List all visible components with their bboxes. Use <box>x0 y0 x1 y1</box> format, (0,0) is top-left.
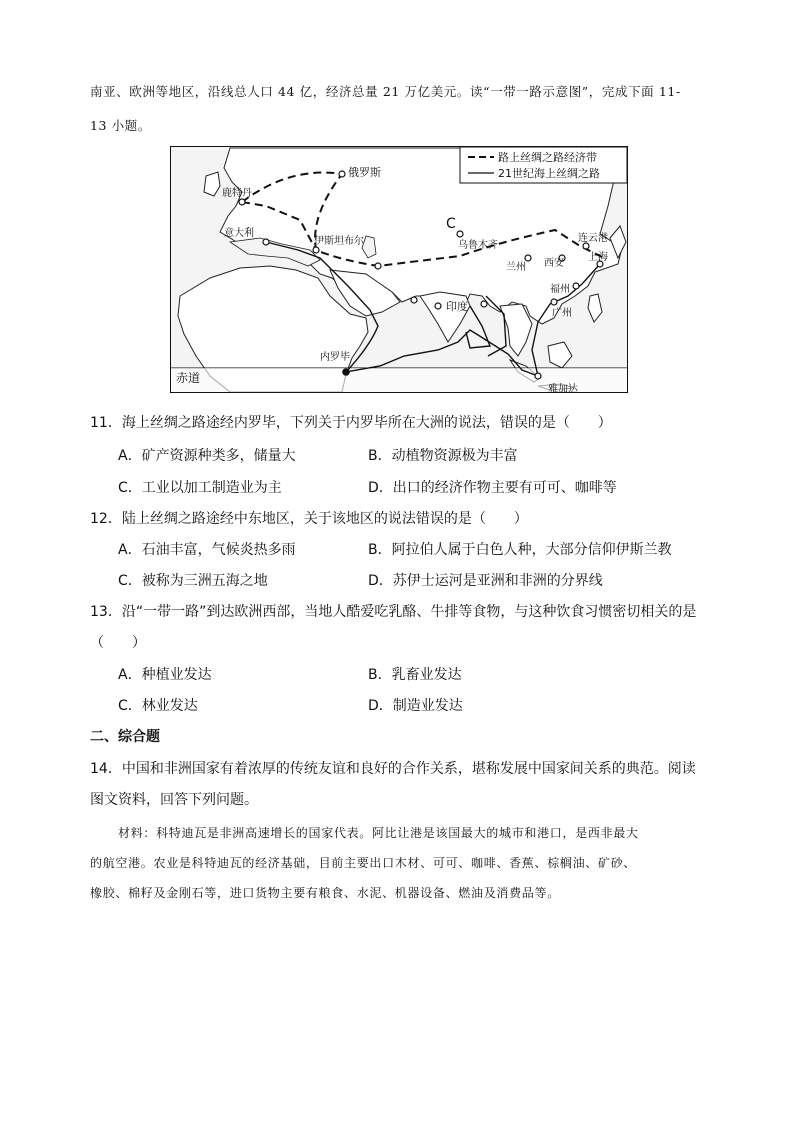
question-12-option-a[interactable]: A．石油丰富，气候炎热多雨 <box>118 542 296 558</box>
label-nairobi: 内罗毕 <box>320 352 350 363</box>
belt-and-road-map <box>170 146 628 393</box>
material-line-3: 橡胶、棉籽及金刚石等，进口货物主要有粮食、水泥、机器设备、燃油及消费品等。 <box>90 886 560 900</box>
label-italy: 意大利 <box>224 228 254 239</box>
legend-land-label: 路上丝绸之路经济带 <box>498 151 597 164</box>
marker-russia <box>339 171 345 177</box>
label-guangzhou: 广州 <box>552 308 572 319</box>
marker-jakarta <box>535 373 541 379</box>
question-11-option-b[interactable]: B．动植物资源极为丰富 <box>368 448 518 464</box>
label-c: C <box>446 216 456 232</box>
legend-sea-label: 21世纪海上丝绸之路 <box>498 167 600 180</box>
question-13-stem-cont: （ ） <box>90 635 146 651</box>
label-fuzhou: 福州 <box>550 284 570 295</box>
marker-india-3 <box>481 301 487 307</box>
question-13-option-a[interactable]: A．种植业发达 <box>118 667 212 683</box>
marker-istanbul <box>313 247 319 253</box>
question-12-stem: 12．陆上丝绸之路途经中东地区，关于该地区的说法错误的是（ ） <box>90 511 528 527</box>
question-13-stem: 13．沿“一带一路”到达欧洲西部，当地人酷爱吃乳酪、牛排等食物，与这种饮食习惯密切相关的是 <box>90 604 697 620</box>
intro-line-2: 13 小题。 <box>90 118 151 133</box>
question-12-option-b[interactable]: B．阿拉伯人属于白色人种，大部分信仰伊斯兰教 <box>368 542 672 558</box>
marker-urumqi <box>457 231 463 237</box>
material-line-2: 的航空港。农业是科特迪瓦的经济基础，目前主要出口木材、可可、咖啡、香蕉、棕榈油、矿砂、 <box>90 856 637 870</box>
label-russia: 俄罗斯 <box>348 166 381 179</box>
label-istanbul: 伊斯坦布尔 <box>314 236 364 247</box>
question-11-option-a[interactable]: A．矿产资源种类多，储量大 <box>118 448 296 464</box>
question-13-option-d[interactable]: D．制造业发达 <box>368 698 463 714</box>
question-12-option-c[interactable]: C．被称为三洲五海之地 <box>118 573 268 589</box>
question-11-option-d[interactable]: D．出口的经济作物主要有可可、咖啡等 <box>368 480 617 496</box>
marker-lanzhou <box>525 255 531 261</box>
marker-india-2 <box>435 303 441 309</box>
label-india: 印度 <box>446 300 468 313</box>
marker-italy <box>263 239 269 245</box>
marker-india-1 <box>411 297 417 303</box>
label-lianyungang: 连云港 <box>578 233 608 244</box>
question-14-line-2: 图文资料，回答下列问题。 <box>90 792 258 808</box>
material-line-1: 材料：科特迪瓦是非洲高速增长的国家代表。阿比让港是该国最大的城市和港口，是西非最大 <box>118 826 639 840</box>
question-11-option-c[interactable]: C．工业以加工制造业为主 <box>118 480 282 496</box>
marker-fuzhou <box>573 283 579 289</box>
question-11-stem: 11．海上丝绸之路途经内罗毕，下列关于内罗毕所在大洲的说法，错误的是（ ） <box>90 415 612 431</box>
question-13-option-b[interactable]: B．乳畜业发达 <box>368 667 462 683</box>
label-equator: 赤道 <box>176 371 201 385</box>
question-13-option-c[interactable]: C．林业发达 <box>118 698 198 714</box>
label-shanghai: 上海 <box>588 252 608 263</box>
marker-rotterdam <box>239 199 245 205</box>
label-urumqi: 乌鲁木齐 <box>458 240 498 251</box>
marker-guangzhou <box>551 299 557 305</box>
question-14-line-1: 14．中国和非洲国家有着浓厚的传统友谊和良好的合作关系，堪称发展中国家间关系的典范。阅读 <box>90 761 696 777</box>
section-2-title: 二、综合题 <box>90 729 160 745</box>
label-lanzhou: 兰州 <box>506 262 526 273</box>
intro-line-1: 南亚、欧洲等地区，沿线总人口 44 亿，经济总量 21 万亿美元。读“一带一路示意图”，完成下面 11- <box>90 84 681 99</box>
label-jakarta: 雅加达 <box>548 384 578 393</box>
marker-mideast <box>375 263 381 269</box>
label-rotterdam: 鹿特丹 <box>222 188 252 199</box>
label-xian: 西安 <box>544 258 564 269</box>
marker-nairobi <box>343 369 349 375</box>
question-12-option-d[interactable]: D．苏伊士运河是亚洲和非洲的分界线 <box>368 573 603 589</box>
